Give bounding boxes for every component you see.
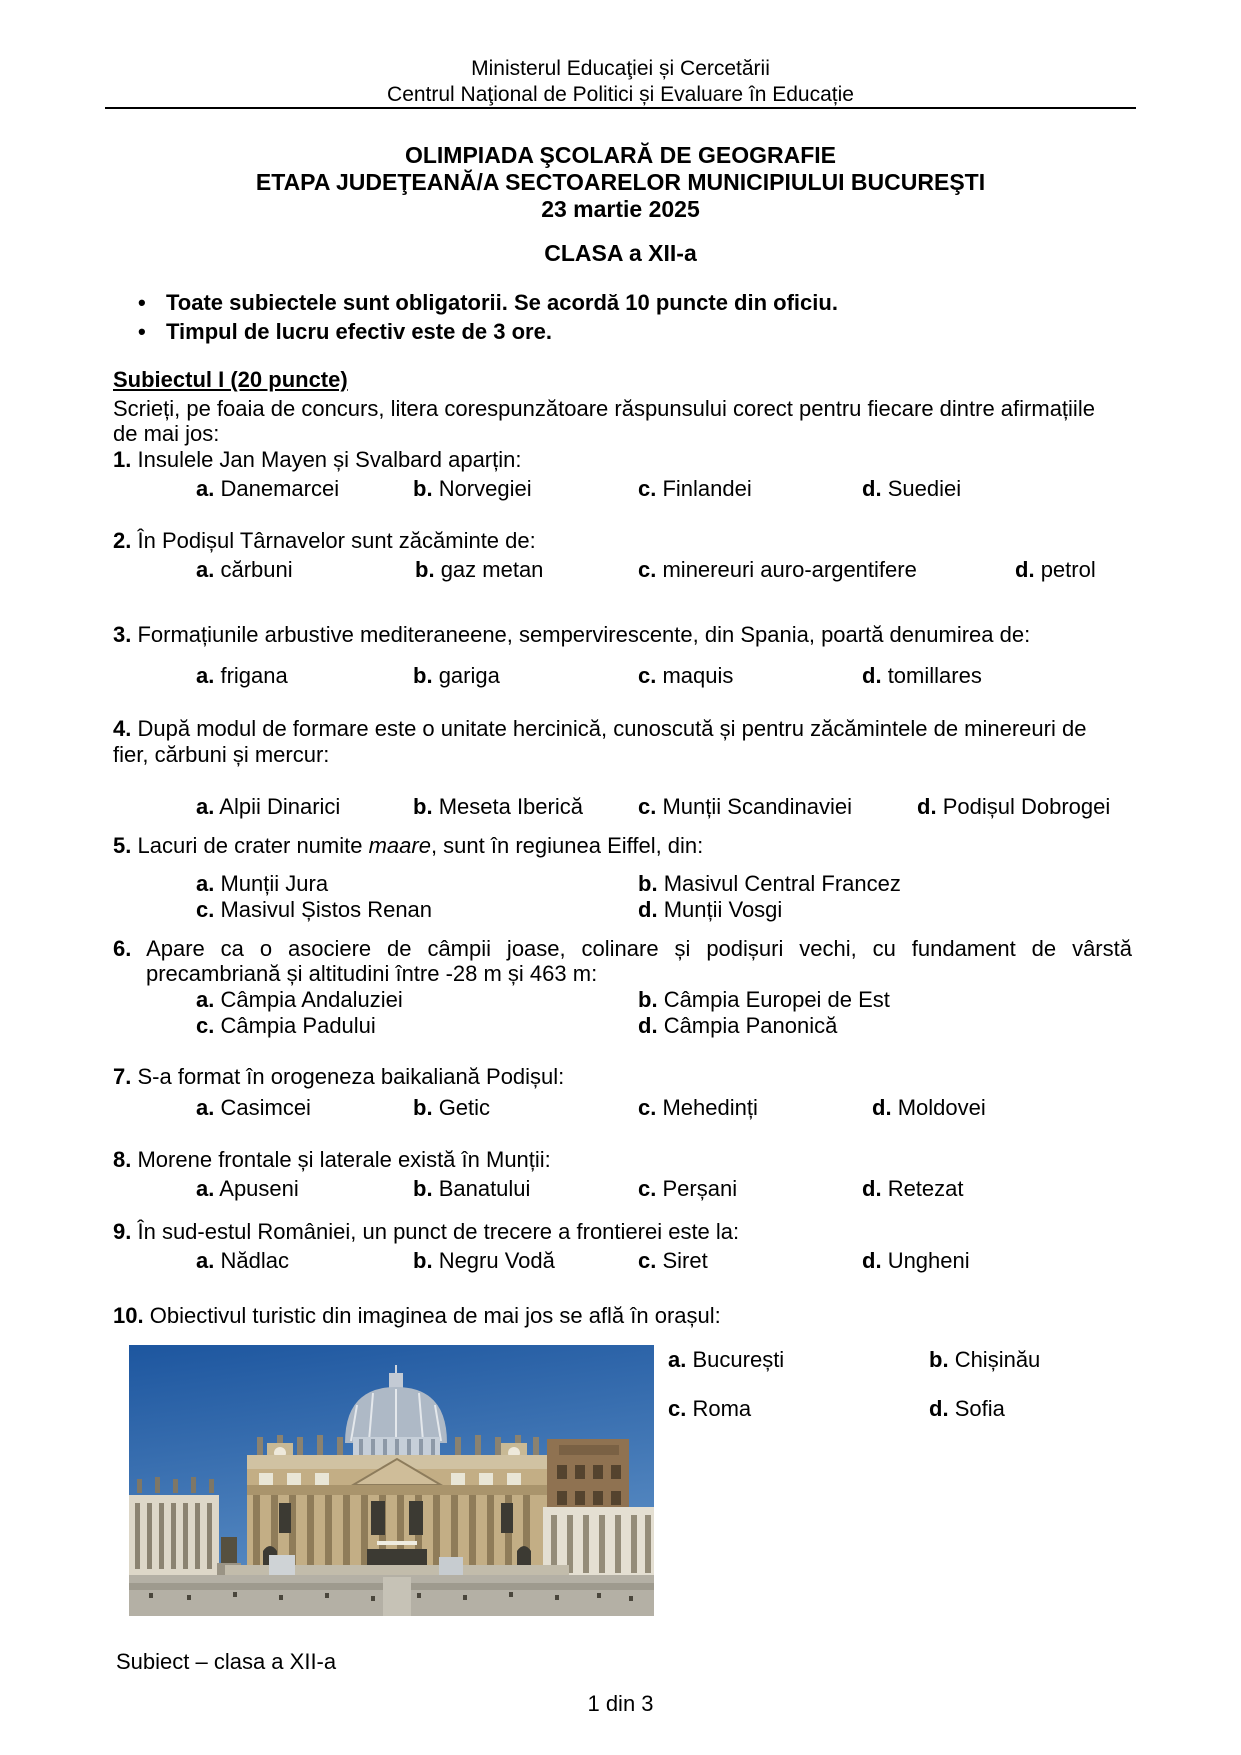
- option-b: b. Negru Vodă: [413, 1248, 555, 1273]
- header-divider: [105, 107, 1136, 109]
- question-9: [113, 1219, 739, 1245]
- option-d: d. Podișul Dobrogei: [917, 794, 1111, 819]
- question-10-options-row1: [0, 1347, 1241, 1373]
- question-number: 10.: [113, 1303, 144, 1328]
- option-b: b. gaz metan: [415, 557, 544, 582]
- question-4-line2: fier, cărbuni și mercur:: [113, 742, 330, 767]
- ministry-header-line2: Centrul Naţional de Politici și Evaluare în Educație: [387, 83, 854, 106]
- option-a: a. Munții Jura: [196, 871, 329, 896]
- question-9-options: [0, 1248, 1241, 1274]
- option-a: a. Casimcei: [196, 1095, 311, 1120]
- option-c: c. Câmpia Padului: [196, 1013, 376, 1038]
- option-c: c. maquis: [638, 663, 734, 688]
- option-b: b. Banatului: [413, 1176, 531, 1201]
- option-d: d. Ungheni: [862, 1248, 970, 1273]
- question-number: 9.: [113, 1219, 132, 1244]
- question-7: [113, 1064, 564, 1090]
- option-c: c. Finlandei: [638, 476, 752, 501]
- footer-subject-label: Subiect – clasa a XII-a: [116, 1649, 337, 1674]
- option-c: c. Munții Scandinaviei: [638, 794, 853, 819]
- page-subtitle: ETAPA JUDEŢEANĂ/A SECTOARELOR MUNICIPIULUI BUCUREŞTI: [255, 169, 986, 195]
- question-1-options: [0, 476, 1241, 502]
- question-10: [113, 1303, 721, 1329]
- question-number: 6.: [113, 936, 132, 961]
- question-number: 1.: [113, 447, 132, 472]
- question-8: [113, 1147, 551, 1173]
- question-2: [113, 528, 536, 554]
- section-intro-line1: Scrieți, pe foaia de concurs, litera corespunzătoare răspunsului corect pentru fiecare dintre afirmațiile: [113, 396, 1095, 421]
- option-b: b. Masivul Central Francez: [638, 871, 901, 896]
- question-text-pre: Lacuri de crater numite: [137, 833, 369, 858]
- option-c: c. minereuri auro-argentifere: [638, 557, 917, 582]
- question-text: Formațiunile arbustive mediteraneene, sempervirescente, din Spania, poartă denumirea de:: [137, 622, 1031, 647]
- bullet-icon: •: [138, 319, 146, 344]
- section-heading: Subiectul I (20 puncte): [113, 367, 348, 392]
- option-c: c. Perșani: [638, 1176, 738, 1201]
- option-d: d. Retezat: [862, 1176, 964, 1201]
- option-b: b. Meseta Iberică: [413, 794, 583, 819]
- question-text-italic: maare: [368, 833, 431, 858]
- st-peters-basilica-photo: [129, 1345, 654, 1616]
- question-text: S-a format în orogeneza baikaliană Podișul:: [137, 1064, 565, 1089]
- option-b: b. gariga: [413, 663, 500, 688]
- option-d: d. Moldovei: [872, 1095, 986, 1120]
- question-text: În sud-estul României, un punct de trecere a frontierei este la:: [137, 1219, 740, 1244]
- question-text: Insulele Jan Mayen și Svalbard aparțin:: [137, 447, 522, 472]
- question-number: 2.: [113, 528, 132, 553]
- question-2-options: [0, 557, 1241, 583]
- question-number: 3.: [113, 622, 132, 647]
- instruction-item-2: Timpul de lucru efectiv este de 3 ore.: [166, 319, 552, 344]
- option-b: b. Norvegiei: [413, 476, 532, 501]
- exam-date: 23 martie 2025: [541, 196, 700, 222]
- question-8-options: [0, 1176, 1241, 1202]
- question-6-options-row2: [0, 1013, 1241, 1039]
- question-number: 7.: [113, 1064, 132, 1089]
- option-c: c. Masivul Șistos Renan: [196, 897, 433, 922]
- question-1: [113, 447, 521, 473]
- question-text: Obiectivul turistic din imaginea de mai jos se află în orașul:: [149, 1303, 721, 1328]
- question-3: [113, 622, 1030, 648]
- question-6-options-row1: [0, 987, 1241, 1013]
- question-4: [113, 716, 1086, 742]
- option-d: d. Munții Vosgi: [638, 897, 783, 922]
- question-3-options: [0, 663, 1241, 689]
- question-number: 8.: [113, 1147, 132, 1172]
- question-number: 4.: [113, 716, 132, 741]
- option-c: c. Siret: [638, 1248, 708, 1273]
- question-text: Apare ca o asociere de câmpii joase, colinare și podișuri vechi, cu fundament de vârstă: [146, 936, 1132, 961]
- option-b: b. Getic: [413, 1095, 491, 1120]
- question-6: [113, 936, 1132, 962]
- page-title: OLIMPIADA ŞCOLARĂ DE GEOGRAFIE: [404, 142, 837, 168]
- option-a: a. cărbuni: [196, 557, 293, 582]
- option-c: c. Roma: [668, 1396, 752, 1421]
- question-5: [113, 833, 703, 859]
- option-a: a. București: [668, 1347, 785, 1372]
- page-number: 1 din 3: [587, 1691, 654, 1716]
- question-5-options-row2: [0, 897, 1241, 923]
- question-text-post: , sunt în regiunea Eiffel, din:: [430, 833, 704, 858]
- instruction-item-1: Toate subiectele sunt obligatorii. Se acordă 10 puncte din oficiu.: [166, 290, 838, 315]
- question-text: Morene frontale și laterale există în Munții:: [137, 1147, 551, 1172]
- option-a: a. Câmpia Andaluziei: [196, 987, 403, 1012]
- question-10-options-row2: [0, 1396, 1241, 1422]
- section-intro-line2: de mai jos:: [113, 421, 220, 446]
- option-a: a. Apuseni: [196, 1176, 299, 1201]
- option-d: d. Câmpia Panonică: [638, 1013, 838, 1038]
- option-d: d. Sofia: [929, 1396, 1005, 1421]
- question-4-options: [0, 794, 1241, 820]
- option-a: a. frigana: [196, 663, 288, 688]
- option-c: c. Mehedinți: [638, 1095, 758, 1120]
- class-heading: CLASA a XII-a: [544, 240, 697, 266]
- question-text: În Podișul Târnavelor sunt zăcăminte de:: [137, 528, 536, 553]
- option-b: b. Câmpia Europei de Est: [638, 987, 890, 1012]
- ministry-header-line1: Ministerul Educaţiei și Cercetării: [471, 57, 770, 80]
- option-d: d. petrol: [1015, 557, 1096, 582]
- option-a: a. Alpii Dinarici: [196, 794, 341, 819]
- question-text: După modul de formare este o unitate hercinică, cunoscută și pentru zăcămintele de minereuri de: [137, 716, 1087, 741]
- option-a: a. Nădlac: [196, 1248, 289, 1273]
- option-d: d. Suediei: [862, 476, 962, 501]
- option-d: d. tomillares: [862, 663, 982, 688]
- question-number: 5.: [113, 833, 132, 858]
- question-6-line2: precambriană și altitudini între -28 m și 463 m:: [146, 961, 598, 986]
- question-5-options-row1: [0, 871, 1241, 897]
- question-7-options: [0, 1095, 1241, 1121]
- option-a: a. Danemarcei: [196, 476, 340, 501]
- option-b: b. Chișinău: [929, 1347, 1041, 1372]
- bullet-icon: •: [138, 290, 146, 315]
